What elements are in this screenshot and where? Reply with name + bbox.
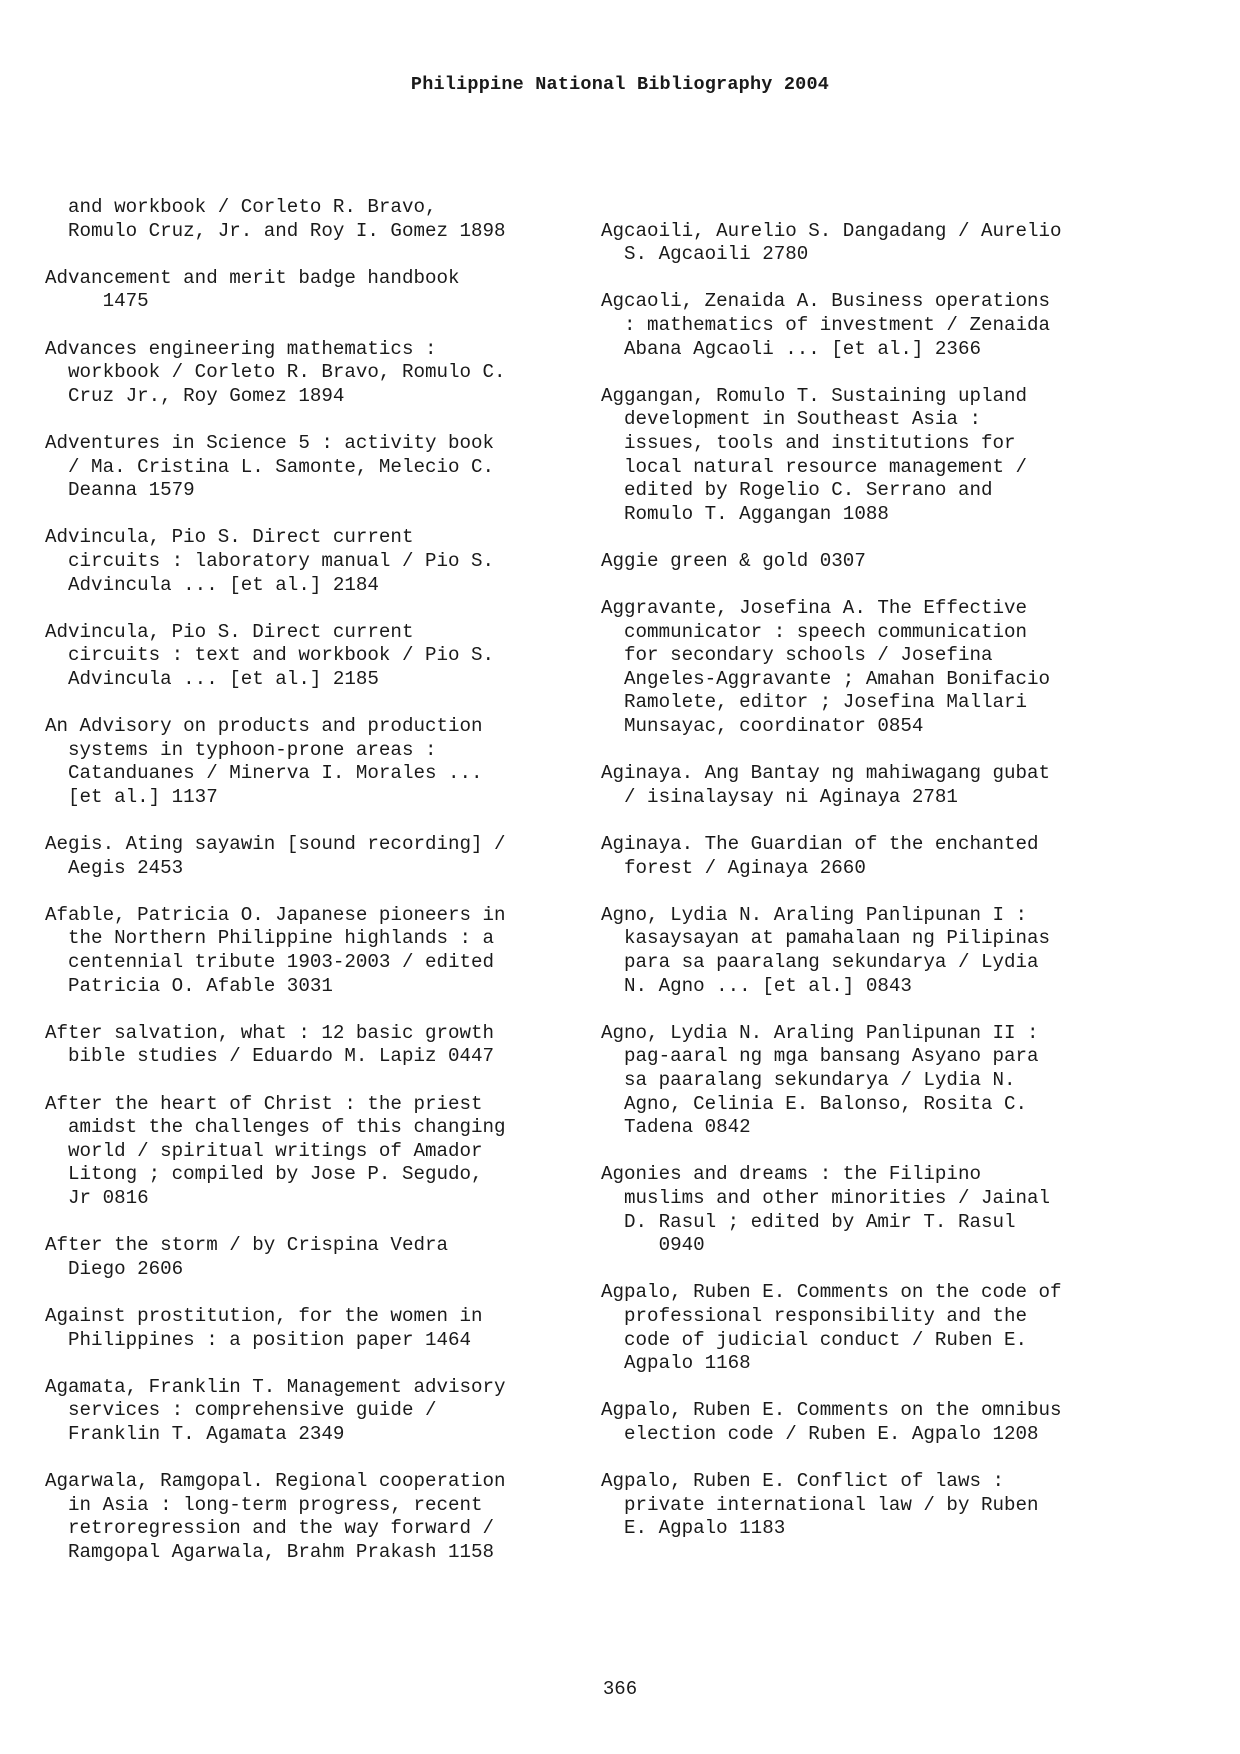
bibliography-entry: Against prostitution, for the women in Philippines : a position paper 1464 bbox=[45, 1304, 483, 1351]
bibliography-entry: Aggangan, Romulo T. Sustaining upland development in Southeast Asia : issues, tools and institutions for local natural resource management / edited by Rogelio C. Serrano and Romulo T. Aggangan 1088 bbox=[601, 384, 1028, 525]
bibliography-entry: Adventures in Science 5 : activity book / Ma. Cristina L. Samonte, Melecio C. Deanna 1579 bbox=[45, 431, 495, 502]
bibliography-entry: After salvation, what : 12 basic growth bible studies / Eduardo M. Lapiz 0447 bbox=[45, 1021, 495, 1068]
bibliography-entry: Agonies and dreams : the Filipino muslims and other minorities / Jainal D. Rasul ; edited by Amir T. Rasul 0940 bbox=[601, 1163, 1051, 1257]
bibliography-entry: Advances engineering mathematics : workbook / Corleto R. Bravo, Romulo C. Cruz Jr., Roy Gomez 1894 bbox=[45, 337, 506, 407]
bibliography-entry: and workbook / Corleto R. Bravo, Romulo Cruz, Jr. and Roy I. Gomez 1898 bbox=[68, 196, 506, 242]
bibliography-entry: Agpalo, Ruben E. Comments on the code of professional responsibility and the code of judicial conduct / Ruben E. Agpalo 1168 bbox=[601, 1281, 1062, 1375]
bibliography-entry: Aggie green & gold 0307 bbox=[601, 549, 866, 572]
bibliography-entry: Aginaya. Ang Bantay ng mahiwagang gubat / isinalaysay ni Aginaya 2781 bbox=[601, 762, 1051, 808]
bibliography-entry: Agcaoili, Aurelio S. Dangadang / Aurelio S. Agcaoili 2780 bbox=[601, 219, 1062, 266]
bibliography-entry: Advancement and merit badge handbook 1475 bbox=[45, 266, 460, 313]
bibliography-entry: Agpalo, Ruben E. Conflict of laws : private international law / by Ruben E. Agpalo 1183 bbox=[601, 1470, 1039, 1540]
bibliography-entry: Agcaoli, Zenaida A. Business operations : mathematics of investment / Zenaida Abana Agcaoli ... [et al.] 2366 bbox=[601, 290, 1051, 360]
bibliography-entry: Aginaya. The Guardian of the enchanted forest / Aginaya 2660 bbox=[601, 833, 1039, 879]
bibliography-entry: Agamata, Franklin T. Management advisory services : comprehensive guide / Franklin T. Agamata 2349 bbox=[45, 1375, 506, 1445]
bibliography-entry: Aggravante, Josefina A. The Effective communicator : speech communication for secondary schools / Josefina Angeles-Aggravante ; Amahan Bonifacio Ramolete, editor ; Josefina Mallari Munsayac, coordinator 0854 bbox=[601, 597, 1051, 738]
bibliography-entry: After the storm / by Crispina Vedra Diego 2606 bbox=[45, 1234, 449, 1280]
bibliography-entry: Agpalo, Ruben E. Comments on the omnibus election code / Ruben E. Agpalo 1208 bbox=[601, 1399, 1062, 1445]
bibliography-entry: Aegis. Ating sayawin [sound recording] / Aegis 2453 bbox=[45, 833, 506, 879]
bibliography-entry: An Advisory on products and production systems in typhoon-prone areas : Catanduanes / Minerva I. Morales ... [et al.] 1137 bbox=[45, 715, 483, 808]
page-title: Philippine National Bibliography 2004 bbox=[410, 74, 830, 95]
left-column bbox=[45, 196, 585, 1588]
page-number: 366 bbox=[602, 1678, 638, 1700]
bibliography-entry: Agno, Lydia N. Araling Panlipunan I : kasaysayan at pamahalaan ng Pilipinas para sa paaralang sekundarya / Lydia N. Agno ... [et al.] 0843 bbox=[601, 903, 1051, 997]
bibliography-entry: Afable, Patricia O. Japanese pioneers in the Northern Philippine highlands : a centennial tribute 1903-2003 / edited Patricia O. Afable 3031 bbox=[45, 903, 506, 997]
bibliography-entry: Advincula, Pio S. Direct current circuits : text and workbook / Pio S. Advincula ... [et al.] 2185 bbox=[45, 620, 495, 690]
bibliography-entry: Agno, Lydia N. Araling Panlipunan II : pag-aaral ng mga bansang Asyano para sa paaralang sekundarya / Lydia N. Agno, Celinia E. Balonso, Rosita C. Tadena 0842 bbox=[601, 1021, 1039, 1139]
bibliography-entry: Agarwala, Ramgopal. Regional cooperation in Asia : long-term progress, recent retroregression and the way forward / Ramgopal Agarwala, Brahm Prakash 1158 bbox=[45, 1470, 506, 1563]
right-column bbox=[601, 196, 1141, 1564]
bibliography-entry: Advincula, Pio S. Direct current circuits : laboratory manual / Pio S. Advincula ... [et al.] 2184 bbox=[45, 526, 495, 596]
bibliography-entry: After the heart of Christ : the priest amidst the challenges of this changing world / spiritual writings of Amador Litong ; compiled by Jose P. Segudo, Jr 0816 bbox=[45, 1092, 506, 1209]
